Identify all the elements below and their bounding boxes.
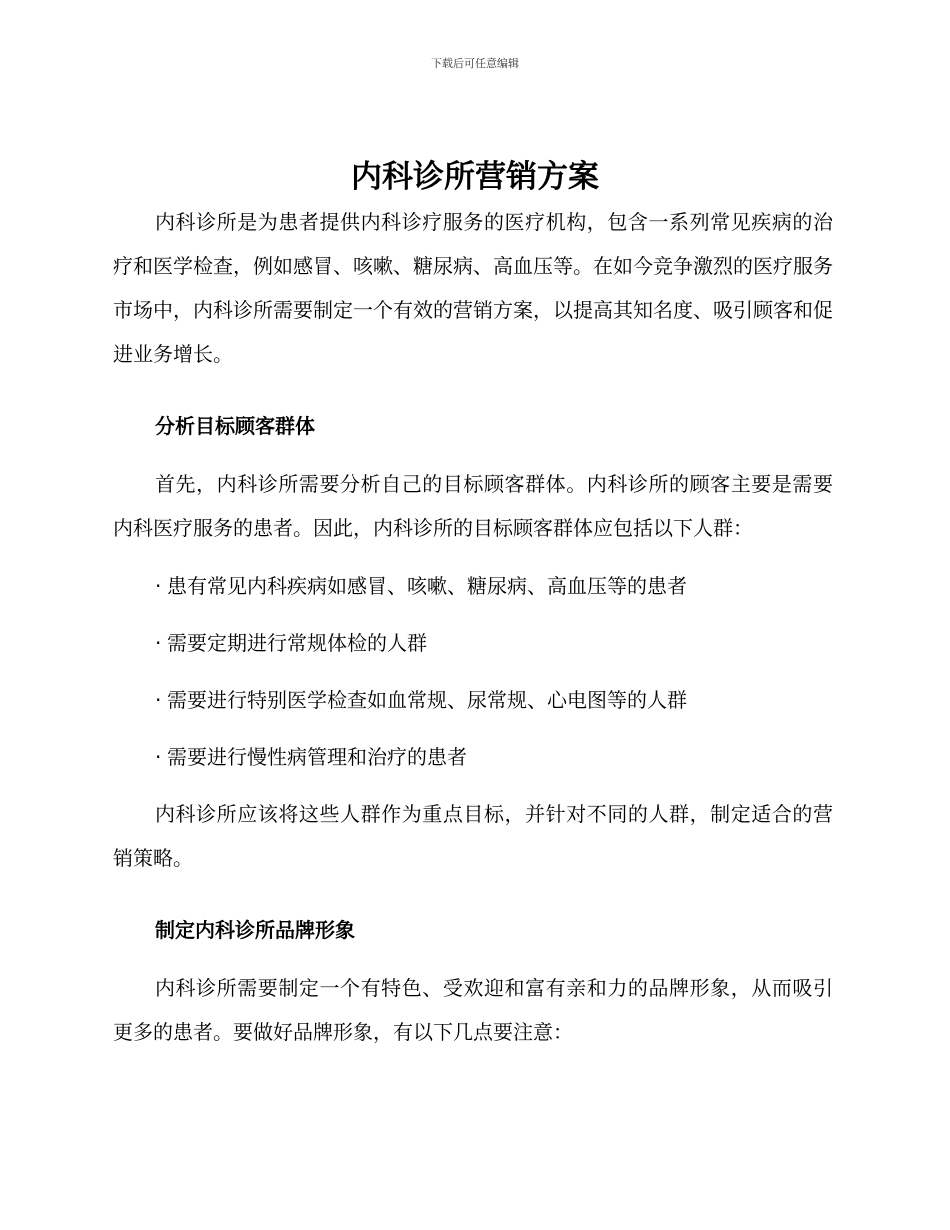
target-strategy-paragraph: 内科诊所应该将这些人群作为重点目标，并针对不同的人群，制定适合的营销策略。 — [113, 802, 833, 870]
list-item-text: 需要定期进行常规体检的人群 — [167, 631, 427, 655]
brand-image-paragraph: 内科诊所需要制定一个有特色、受欢迎和富有亲和力的品牌形象，从而吸引更多的患者。要做好品牌形象，有以下几点要注意： — [113, 976, 833, 1044]
target-customers-paragraph: 首先，内科诊所需要分析自己的目标顾客群体。内科诊所的顾客主要是需要内科医疗服务的患者。因此，内科诊所的目标顾客群体应包括以下人群： — [113, 472, 833, 540]
section-heading-brand-image: 制定内科诊所品牌形象 — [155, 918, 355, 942]
list-item-text: 需要进行慢性病管理和治疗的患者 — [167, 745, 467, 769]
list-item-text: 患有常见内科疾病如感冒、咳嗽、糖尿病、高血压等的患者 — [167, 574, 687, 598]
document-title: 内科诊所营销方案 — [351, 159, 599, 195]
page-header: 下载后可任意编辑 — [431, 57, 519, 70]
list-item — [155, 678, 833, 722]
list-item — [155, 735, 833, 779]
bullet-mark: · — [155, 688, 162, 712]
bullet-mark: · — [155, 745, 162, 769]
list-item-text: 需要进行特别医学检查如血常规、尿常规、心电图等的人群 — [167, 688, 687, 712]
section-heading-target-customers: 分析目标顾客群体 — [155, 414, 315, 438]
list-item — [155, 564, 833, 608]
target-group-list — [155, 564, 833, 779]
intro-paragraph: 内科诊所是为患者提供内科诊疗服务的医疗机构，包含一系列常见疾病的治疗和医学检查，例如感冒、咳嗽、糖尿病、高血压等。在如今竞争激烈的医疗服务市场中，内科诊所需要制定一个有效的营销方案，以提高其知名度、吸引顾客和促进业务增长。 — [113, 210, 833, 366]
document-body — [113, 200, 833, 1054]
bullet-mark: · — [155, 631, 162, 655]
list-item — [155, 621, 833, 665]
bullet-mark: · — [155, 574, 162, 598]
